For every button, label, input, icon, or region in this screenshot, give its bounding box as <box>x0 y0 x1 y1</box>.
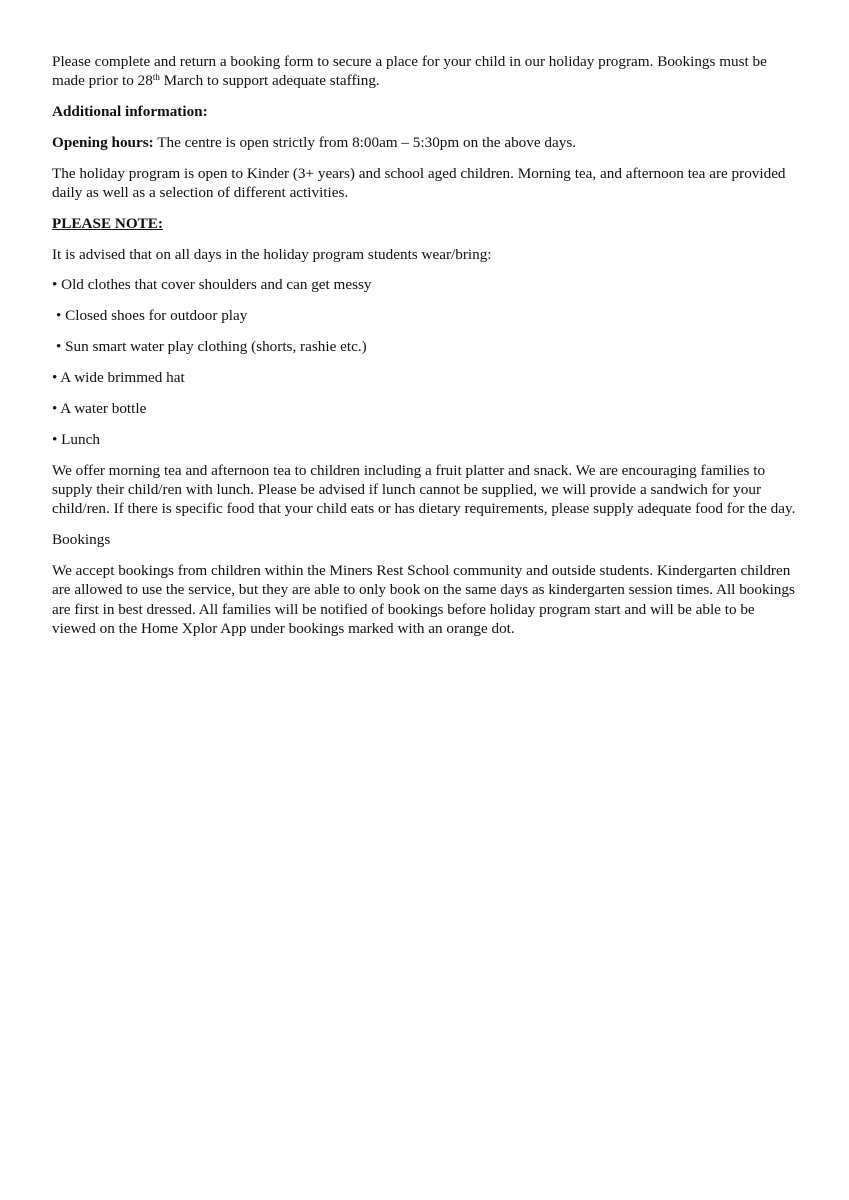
advice-intro: It is advised that on all days in the holiday program students wear/bring: <box>52 245 492 263</box>
additional-info-heading: Additional information: <box>52 103 208 121</box>
food-paragraph: We offer morning tea and afternoon tea to children including a fruit platter and snack. We are encouraging families to supply their child/ren with lunch. Please be advised if lunch cannot be supplied, we will provide a sandwich for your child/ren. If there is specific food that your child eats or has dietary requirements, please supply adequate food for the day. <box>52 461 796 518</box>
please-note-heading: PLEASE NOTE: <box>52 214 163 232</box>
program-paragraph: The holiday program is open to Kinder (3+ years) and school aged children. Morning tea, and afternoon tea are provided daily as well as a selection of different activities. <box>52 164 786 201</box>
list-item: • Sun smart water play clothing (shorts, rashie etc.) <box>56 338 367 356</box>
opening-hours-text: The centre is open strictly from 8:00am – 5:30pm on the above days. <box>153 133 577 151</box>
list-item: • Closed shoes for outdoor play <box>56 307 248 325</box>
intro-text-after-date: March to support adequate staffing. <box>159 72 380 90</box>
opening-hours-label: Opening hours: <box>52 133 154 151</box>
list-item: • A water bottle <box>52 399 147 417</box>
list-item: • A wide brimmed hat <box>52 369 185 387</box>
intro-paragraph <box>52 52 797 91</box>
bookings-heading: Bookings <box>52 531 111 549</box>
bookings-paragraph: We accept bookings from children within the Miners Rest School community and outside students. Kindergarten children are allowed to use the service, but they are able to only book on the same days as kindergarten session times. All bookings are first in best dressed. All families will be notified of bookings before holiday program start and will be able to be viewed on the Home Xplor App under bookings marked with an orange dot. <box>52 561 795 637</box>
list-item: • Old clothes that cover shoulders and can get messy <box>52 276 372 294</box>
intro-text-before-date: Please complete and return a booking form to secure a place for your child in our holiday program. Bookings must be made prior to 28 <box>52 53 767 90</box>
opening-hours-paragraph <box>52 133 797 152</box>
date-superscript: th <box>152 72 160 83</box>
list-item: • Lunch <box>52 430 100 448</box>
